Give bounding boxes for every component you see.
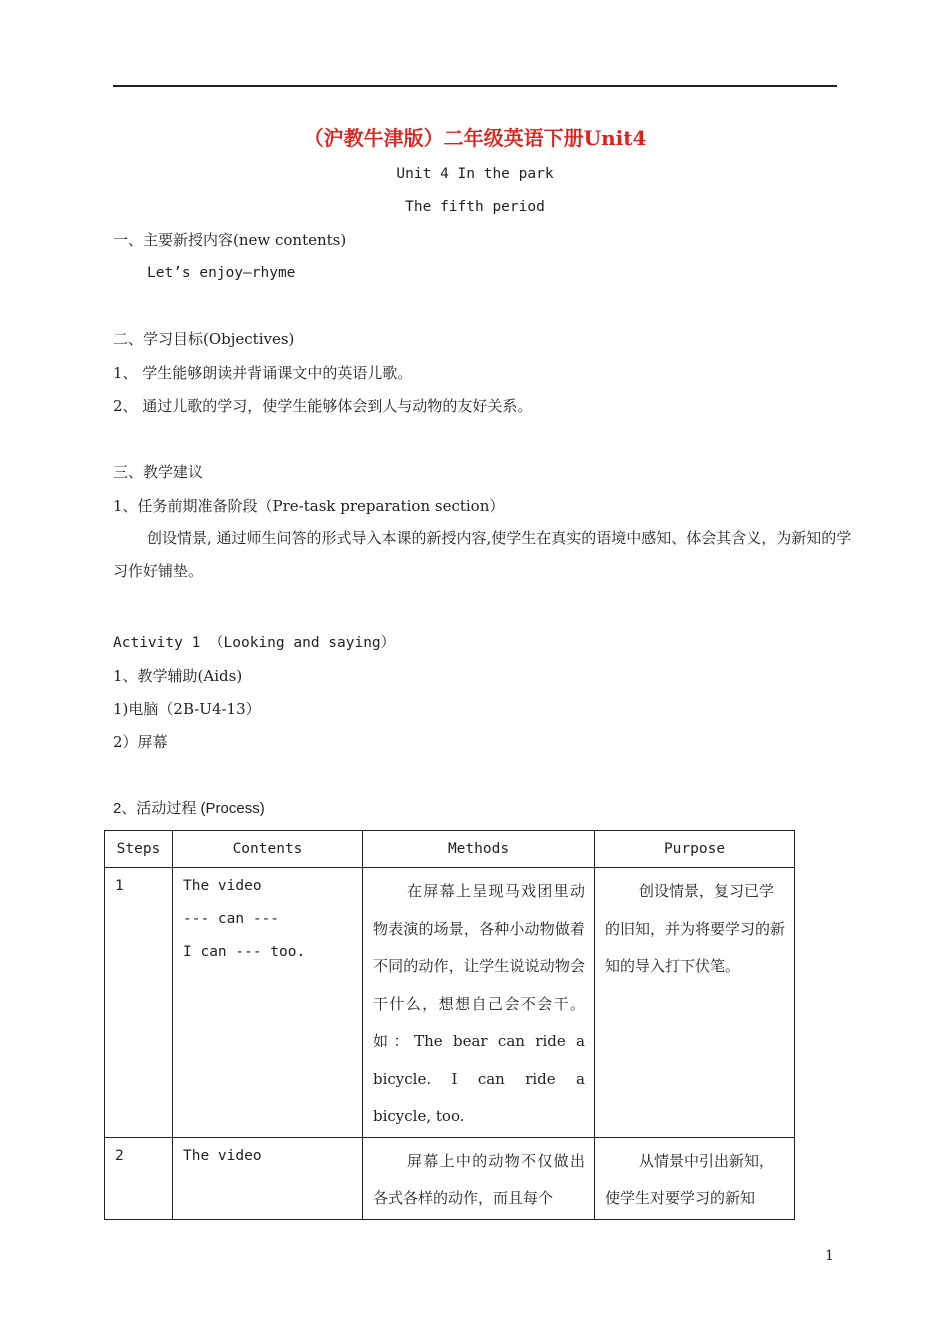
step-cell: 1 <box>105 868 173 1138</box>
unit-subtitle: Unit 4 In the park <box>396 166 554 182</box>
section-1-heading: 一、主要新授内容(new contents) <box>113 231 347 249</box>
table-row <box>105 1137 795 1219</box>
objective-item: 2、 通过儿歌的学习，使学生能够体会到人与动物的友好关系。 <box>113 397 533 415</box>
page-number: 1 <box>825 1248 834 1264</box>
column-header-contents: Contents <box>173 831 363 868</box>
table-header-row <box>105 831 795 868</box>
methods-cell: 屏幕上中的动物不仅做出各式各样的动作，而且每个 <box>363 1137 595 1219</box>
objective-item: 1、 学生能够朗读并背诵课文中的英语儿歌。 <box>113 364 413 382</box>
table-row <box>105 868 795 1138</box>
document-title: （沪教牛津版）二年级英语下册Unit4 <box>303 126 647 150</box>
activity-heading: Activity 1 （Looking and saying） <box>113 635 396 651</box>
section-1-content: Let’s enjoy—rhyme <box>147 265 296 281</box>
section-2-heading: 二、学习目标(Objectives) <box>113 330 295 348</box>
contents-cell: The video --- can --- I can --- too. <box>173 868 363 1138</box>
process-heading: 2、活动过程 (Process) <box>113 800 265 817</box>
step-cell: 2 <box>105 1137 173 1219</box>
purpose-cell: 创设情景，复习已学的旧知，并为将要学习的新知的导入打下伏笔。 <box>595 868 795 1138</box>
section-3-heading: 三、教学建议 <box>113 463 204 481</box>
column-header-methods: Methods <box>363 831 595 868</box>
period-subtitle: The fifth period <box>405 199 545 215</box>
purpose-cell: 从情景中引出新知，使学生对要学习的新知 <box>595 1137 795 1219</box>
process-table <box>104 830 795 1220</box>
column-header-steps: Steps <box>105 831 173 868</box>
aids-item: 2）屏幕 <box>113 733 168 751</box>
aids-heading: 1、教学辅助(Aids) <box>113 667 243 685</box>
header-rule <box>113 85 837 87</box>
aids-item: 1)电脑（2B-U4-13） <box>113 700 261 718</box>
pre-task-paragraph: 创设情景, 通过师生问答的形式导入本课的新授内容,使学生在真实的语境中感知、体会其含义，为新知的学习作好铺垫。 <box>113 529 852 580</box>
column-header-purpose: Purpose <box>595 831 795 868</box>
methods-cell: 在屏幕上呈现马戏团里动物表演的场景，各种小动物做着不同的动作，让学生说说动物会干什么，想想自己会不会干。如：The bear can ride a bicycle. I can ride a bicycle, too. <box>363 868 595 1138</box>
pre-task-heading: 1、任务前期准备阶段（Pre-task preparation section） <box>113 497 505 515</box>
contents-cell: The video <box>173 1137 363 1219</box>
